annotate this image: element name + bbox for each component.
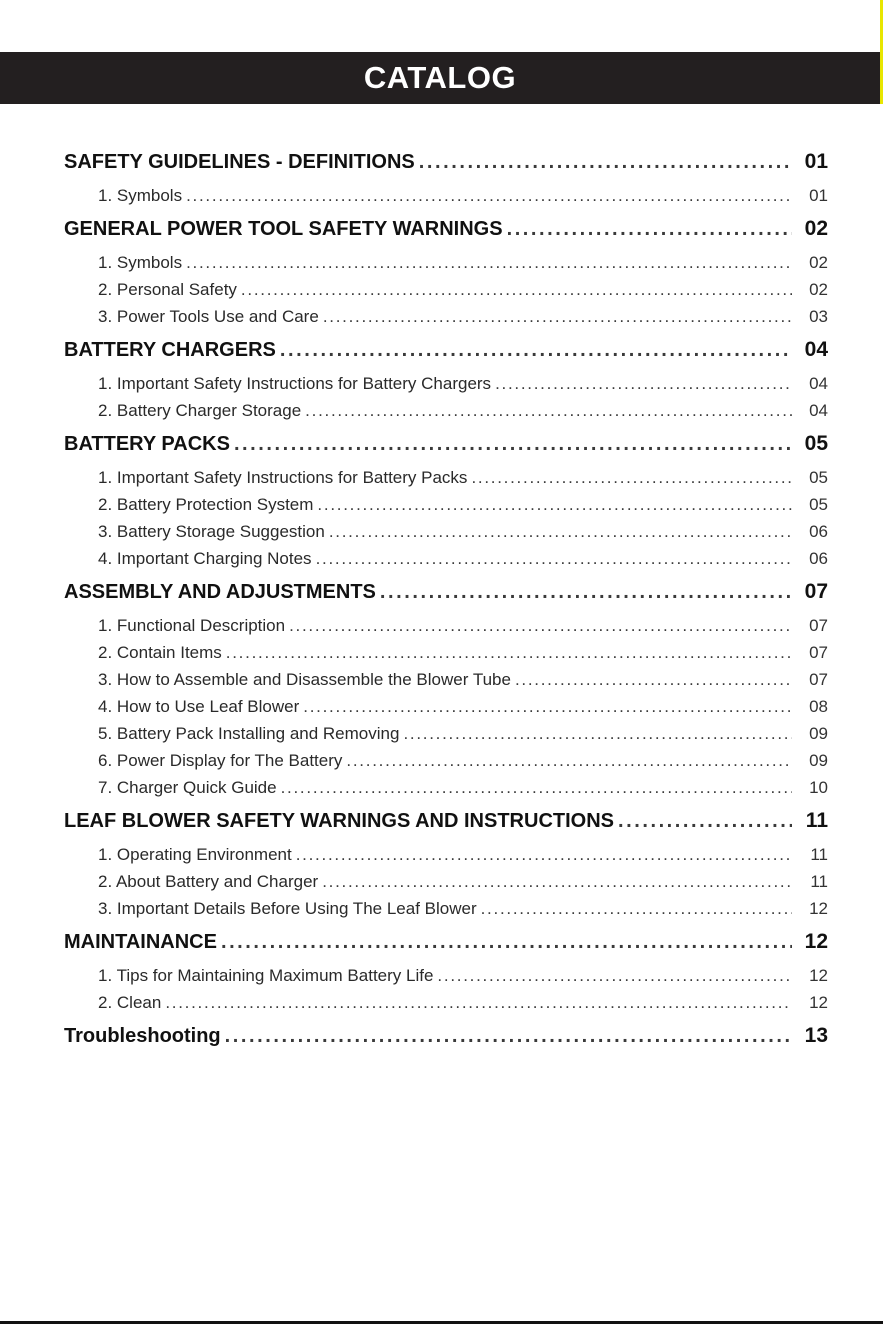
dot-leader <box>280 339 792 362</box>
section-title: BATTERY PACKS <box>64 433 230 455</box>
dot-leader <box>515 670 792 690</box>
dot-leader <box>322 872 792 892</box>
dot-leader <box>186 253 792 273</box>
dot-leader <box>380 581 792 604</box>
entry-title: 5. Battery Pack Installing and Removing <box>98 724 400 743</box>
entry-page-number: 09 <box>809 724 828 743</box>
entry-title: 1. Tips for Maintaining Maximum Battery Life <box>98 966 434 985</box>
toc-entry[interactable] <box>64 993 828 1020</box>
toc-entry[interactable] <box>64 374 828 401</box>
entry-title: 2. Battery Charger Storage <box>98 401 302 420</box>
entry-page-number: 07 <box>809 643 828 662</box>
entry-page-number: 04 <box>809 374 828 393</box>
toc-section <box>64 809 828 926</box>
entry-page-number: 11 <box>810 872 828 891</box>
dot-leader <box>346 751 792 771</box>
dot-leader <box>471 468 792 488</box>
section-page-number: 13 <box>804 1024 828 1047</box>
entry-title: 1. Symbols <box>98 253 183 272</box>
section-title: ASSEMBLY AND ADJUSTMENTS <box>64 581 376 603</box>
dot-leader <box>165 993 792 1013</box>
dot-leader <box>221 931 792 954</box>
entry-title: 3. Battery Storage Suggestion <box>98 522 325 541</box>
section-title: MAINTAINANCE <box>64 931 217 953</box>
toc-section-heading[interactable] <box>64 809 828 845</box>
entry-page-number: 02 <box>809 253 828 272</box>
toc-entry[interactable] <box>64 724 828 751</box>
section-page-number: 01 <box>804 150 828 173</box>
catalog-header <box>0 52 880 104</box>
entry-page-number: 02 <box>809 280 828 299</box>
toc-entry[interactable] <box>64 468 828 495</box>
toc-entry[interactable] <box>64 966 828 993</box>
entry-title: 1. Symbols <box>98 186 183 205</box>
dot-leader <box>316 549 792 569</box>
entry-title: 1. Operating Environment <box>98 845 292 864</box>
entry-title: 1. Important Safety Instructions for Battery Chargers <box>98 374 492 393</box>
entry-title: 3. Power Tools Use and Care <box>98 307 319 326</box>
dot-leader <box>234 433 792 456</box>
toc-section <box>64 217 828 334</box>
section-title: Troubleshooting <box>64 1025 221 1047</box>
entry-page-number: 12 <box>809 966 828 985</box>
toc-entry[interactable] <box>64 872 828 899</box>
toc-entry[interactable] <box>64 751 828 778</box>
entry-page-number: 09 <box>809 751 828 770</box>
section-page-number: 07 <box>804 580 828 603</box>
toc-section-heading[interactable] <box>64 580 828 616</box>
toc-entry[interactable] <box>64 899 828 926</box>
toc-entry[interactable] <box>64 643 828 670</box>
toc-entry[interactable] <box>64 845 828 872</box>
entry-title: 2. Battery Protection System <box>98 495 314 514</box>
dot-leader <box>323 307 792 327</box>
entry-page-number: 07 <box>809 616 828 635</box>
section-title: BATTERY CHARGERS <box>64 339 276 361</box>
dot-leader <box>225 1025 792 1048</box>
toc-entry[interactable] <box>64 778 828 805</box>
entry-page-number: 03 <box>809 307 828 326</box>
toc-section-heading[interactable] <box>64 432 828 468</box>
toc-section <box>64 580 828 805</box>
toc-section <box>64 150 828 213</box>
toc-entry[interactable] <box>64 307 828 334</box>
entry-title: 4. How to Use Leaf Blower <box>98 697 300 716</box>
toc-section <box>64 432 828 576</box>
dot-leader <box>329 522 792 542</box>
toc-section <box>64 1024 828 1060</box>
entry-title: 2. Clean <box>98 993 162 1012</box>
section-page-number: 02 <box>804 217 828 240</box>
entry-page-number: 10 <box>809 778 828 797</box>
entry-title: 2. About Battery and Charger <box>98 872 319 891</box>
entry-page-number: 11 <box>810 845 828 864</box>
entry-title: 1. Functional Description <box>98 616 286 635</box>
dot-leader <box>303 697 792 717</box>
toc-section <box>64 930 828 1020</box>
entry-title: 4. Important Charging Notes <box>98 549 312 568</box>
toc-entry[interactable] <box>64 280 828 307</box>
section-page-number: 04 <box>804 338 828 361</box>
dot-leader <box>618 810 792 833</box>
dot-leader <box>241 280 792 300</box>
toc-entry[interactable] <box>64 186 828 213</box>
toc-entry[interactable] <box>64 253 828 280</box>
dot-leader <box>419 151 792 174</box>
dot-leader <box>403 724 792 744</box>
entry-page-number: 06 <box>809 522 828 541</box>
entry-title: 2. Personal Safety <box>98 280 237 299</box>
entry-title: 1. Important Safety Instructions for Battery Packs <box>98 468 468 487</box>
entry-title: 3. How to Assemble and Disassemble the Blower Tube <box>98 670 511 689</box>
entry-title: 6. Power Display for The Battery <box>98 751 343 770</box>
toc-section-heading[interactable] <box>64 338 828 374</box>
table-of-contents <box>64 150 828 1064</box>
toc-entry[interactable] <box>64 616 828 643</box>
page-title: CATALOG <box>363 60 517 95</box>
entry-page-number: 05 <box>809 468 828 487</box>
dot-leader <box>281 778 792 798</box>
entry-title: 3. Important Details Before Using The Leaf Blower <box>98 899 477 918</box>
section-title: LEAF BLOWER SAFETY WARNINGS AND INSTRUCTIONS <box>64 810 614 832</box>
entry-page-number: 04 <box>809 401 828 420</box>
section-title: SAFETY GUIDELINES - DEFINITIONS <box>64 151 415 173</box>
toc-entry[interactable] <box>64 549 828 576</box>
dot-leader <box>437 966 792 986</box>
entry-page-number: 12 <box>809 993 828 1012</box>
entry-page-number: 08 <box>809 697 828 716</box>
toc-section-heading[interactable] <box>64 930 828 966</box>
section-page-number: 11 <box>805 809 828 832</box>
section-page-number: 12 <box>804 930 828 953</box>
entry-title: 2. Contain Items <box>98 643 222 662</box>
dot-leader <box>481 899 792 919</box>
dot-leader <box>495 374 792 394</box>
dot-leader <box>289 616 792 636</box>
entry-page-number: 05 <box>809 495 828 514</box>
entry-page-number: 06 <box>809 549 828 568</box>
toc-entry[interactable] <box>64 670 828 697</box>
dot-leader <box>317 495 792 515</box>
toc-entry[interactable] <box>64 495 828 522</box>
dot-leader <box>186 186 792 206</box>
toc-section-heading[interactable] <box>64 150 828 186</box>
toc-section-heading[interactable] <box>64 1024 828 1060</box>
toc-section <box>64 338 828 428</box>
toc-entry[interactable] <box>64 522 828 549</box>
section-title: GENERAL POWER TOOL SAFETY WARNINGS <box>64 218 503 240</box>
toc-entry[interactable] <box>64 401 828 428</box>
dot-leader <box>305 401 792 421</box>
section-page-number: 05 <box>804 432 828 455</box>
dot-leader <box>226 643 792 663</box>
entry-page-number: 12 <box>809 899 828 918</box>
dot-leader <box>507 218 792 241</box>
dot-leader <box>296 845 792 865</box>
toc-section-heading[interactable] <box>64 217 828 253</box>
entry-page-number: 01 <box>809 186 828 205</box>
entry-page-number: 07 <box>809 670 828 689</box>
entry-title: 7. Charger Quick Guide <box>98 778 277 797</box>
toc-entry[interactable] <box>64 697 828 724</box>
